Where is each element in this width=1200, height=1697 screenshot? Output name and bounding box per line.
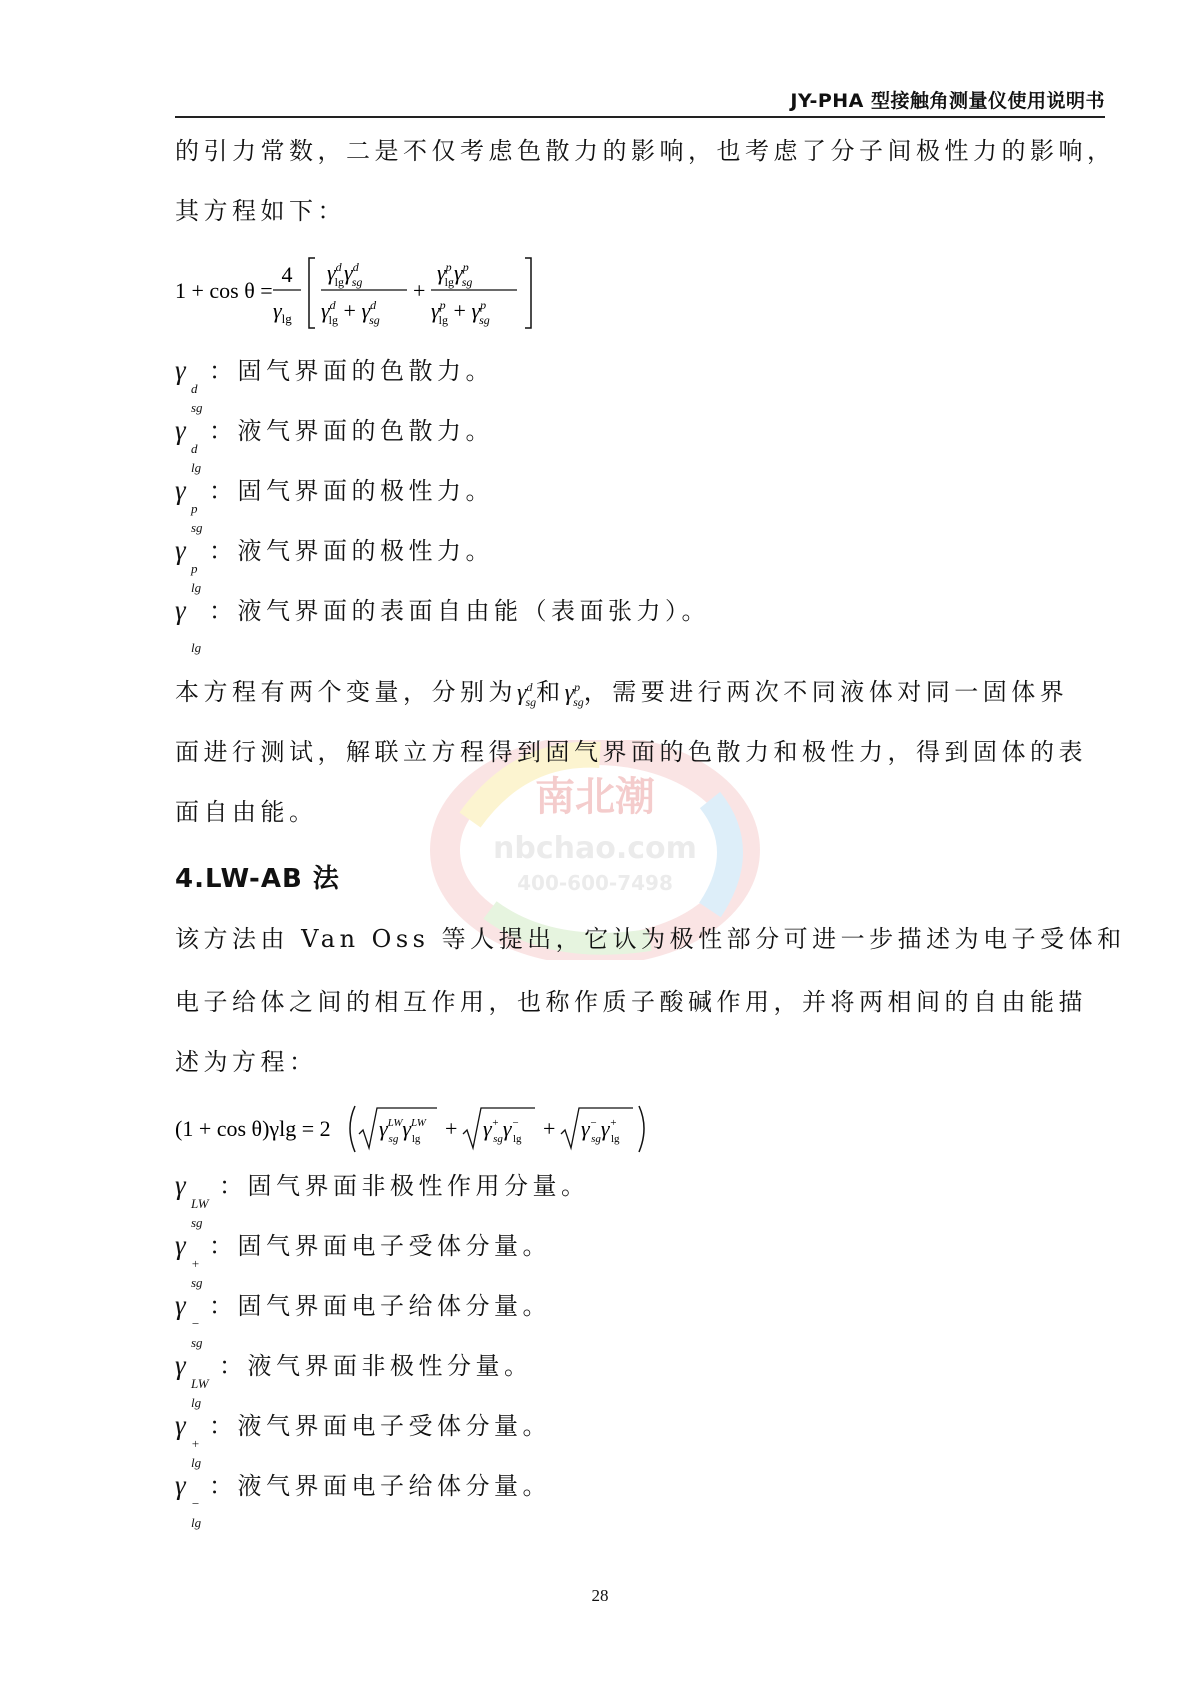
- symbol-gamma: γ: [175, 1170, 186, 1200]
- symbol-gamma: γ: [175, 595, 186, 625]
- svg-text:+: +: [543, 1116, 556, 1141]
- svg-text:γplg + γpsg: $\gamma^p$ $\lg + \gamma^p$ sg: [431, 298, 490, 327]
- symbol-gamma: γ: [175, 1410, 186, 1440]
- equation-lw-ab: [175, 1100, 695, 1158]
- definition-item: γ LW sg ：固气界面非极性作用分量。: [175, 1165, 590, 1205]
- definition-item: γ + lg ：液气界面电子受体分量。: [175, 1405, 551, 1445]
- svg-text:γdlg + γdsg: $\gamma^d$ $\lg + \gamma^d$ sg: [321, 298, 380, 327]
- equation-lhs: 1 + cos θ =: [175, 278, 273, 303]
- page-number: 28: [591, 1586, 609, 1605]
- svg-text:γ+sgγ−lg: γ+ sgγ− lg: [483, 1116, 522, 1145]
- definition-item: γ d lg ：液气界面的色散力。: [175, 410, 494, 450]
- header-title: JY-PHA 型接触角测量仪使用说明书: [790, 90, 1105, 112]
- symbol-gamma: γ: [175, 475, 186, 505]
- definition-item: γ lg ：液气界面的表面自由能（表面张力）。: [175, 590, 710, 630]
- svg-text:+: +: [445, 1116, 458, 1141]
- symbol-gamma: γ: [175, 1290, 186, 1320]
- paragraph-line: 本方程有两个变量，分别为$\gamma^d_{sg}$和$\gamma^p_{sg}$，需要进行两次不同液体对同一固体界: [175, 678, 1069, 709]
- paragraph-line: 面自由能。: [175, 798, 318, 826]
- equation-numerator: 4: [281, 262, 293, 287]
- symbol-gamma: γ: [175, 415, 186, 445]
- svg-text:γLWsgγLWlg: $\gamma^{LW}$ sg $\gamma^{LW}$ lg: [379, 1116, 426, 1145]
- equation-lhs: (1 + cos θ)γlg = 2: [175, 1116, 331, 1141]
- equation-owens-wendt: [175, 250, 555, 335]
- watermark-brand: 南北潮: [535, 774, 655, 820]
- paragraph-line: 其方程如下：: [175, 197, 346, 225]
- paragraph-line: 该方法由 Van Oss 等人提出，它认为极性部分可进一步描述为电子受体和: [175, 925, 1126, 953]
- definition-item: γ p lg ：液气界面的极性力。: [175, 530, 494, 570]
- inline-gamma-sg-d: $\gamma^d_{sg}$: [517, 680, 537, 709]
- definition-item: γ − lg ：液气界面电子给体分量。: [175, 1465, 551, 1505]
- paragraph-line: 电子给体之间的相互作用，也称作质子酸碱作用，并将两相间的自由能描: [175, 988, 1087, 1016]
- definition-item: γ − sg ：固气界面电子给体分量。: [175, 1285, 551, 1325]
- definition-item: γ d sg ：固气界面的色散力。: [175, 350, 494, 390]
- definition-item: γ p sg ：固气界面的极性力。: [175, 470, 494, 510]
- symbol-gamma: γ: [175, 535, 186, 565]
- page-header: [175, 84, 1105, 118]
- definition-item: γ + sg ：固气界面电子受体分量。: [175, 1225, 551, 1265]
- definition-item: γ LW lg ：液气界面非极性分量。: [175, 1345, 533, 1385]
- inline-gamma-sg-p: $\gamma^p_{sg}$: [564, 680, 584, 709]
- watermark-domain: nbchao.com: [493, 831, 697, 866]
- equation-denominator: $\gamma_{lg}$: [273, 298, 292, 326]
- paragraph-line: 面进行测试，解联立方程得到固气界面的色散力和极性力，得到固体的表: [175, 738, 1087, 766]
- symbol-gamma: γ: [175, 1470, 186, 1500]
- symbol-gamma: γ: [175, 355, 186, 385]
- section-heading: 4.LW-AB 法: [175, 864, 340, 894]
- watermark-phone: 400-600-7498: [517, 871, 673, 895]
- svg-text:γplgγpsg: $\gamma^p$ lgγ$^p$ sg: [437, 260, 473, 289]
- svg-text:γdlgγdsg: $\gamma^d$ lgγ$^d$ sg: [327, 260, 363, 289]
- symbol-gamma: γ: [175, 1230, 186, 1260]
- svg-text:+: +: [413, 278, 426, 303]
- paragraph-line: 述为方程：: [175, 1048, 318, 1076]
- svg-text:γ−sgγ+lg: γ− sgγ+ lg: [581, 1116, 620, 1145]
- symbol-gamma: γ: [175, 1350, 186, 1380]
- paragraph-line: 的引力常数，二是不仅考虑色散力的影响，也考虑了分子间极性力的影响，: [175, 137, 1116, 165]
